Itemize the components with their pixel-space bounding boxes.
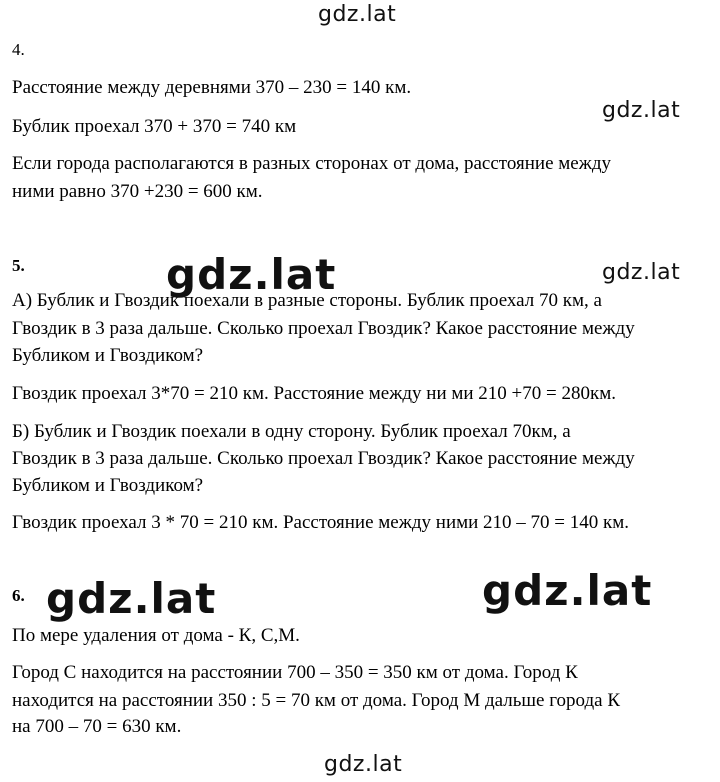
task-6-line-1: По мере удаления от дома - К, С,М.	[12, 625, 300, 646]
task-number-6: 6.	[12, 586, 25, 605]
task-number-5: 5.	[12, 256, 25, 275]
task-5-line-5: Б) Бублик и Гвоздик поехали в одну сторону. Бублик проехал 70км, а	[12, 421, 571, 442]
task-6-line-4: на 700 – 70 = 630 км.	[12, 716, 182, 737]
task-6-line-2: Город С находится на расстоянии 700 – 350 = 350 км от дома. Город К	[12, 662, 578, 683]
watermark-right-2: gdz.lat	[602, 260, 681, 285]
task-6-line-3: находится на расстоянии 350 : 5 = 70 км от дома. Город М дальше города К	[12, 690, 620, 711]
task-5-line-2: Гвоздик в 3 раза дальше. Сколько проехал Гвоздик? Какое расстояние между	[12, 318, 635, 339]
task-4-line-4: ними равно 370 +230 = 600 км.	[12, 181, 263, 202]
task-5-line-7: Бубликом и Гвоздиком?	[12, 475, 204, 496]
watermark-large-3: gdz.lat	[482, 566, 653, 615]
watermark-large-2: gdz.lat	[46, 574, 217, 623]
task-5-line-6: Гвоздик в 3 раза дальше. Сколько проехал Гвоздик? Какое расстояние между	[12, 448, 635, 469]
task-number-4: 4.	[12, 40, 25, 59]
task-5-line-3: Бубликом и Гвоздиком?	[12, 345, 204, 366]
task-5-line-4: Гвоздик проехал 3*70 = 210 км. Расстояние между ни ми 210 +70 = 280км.	[12, 383, 616, 404]
task-4-line-3: Если города располагаются в разных сторонах от дома, расстояние между	[12, 153, 612, 174]
watermark-bottom: gdz.lat	[324, 752, 403, 777]
watermark-large-1: gdz.lat	[166, 250, 337, 299]
task-5-line-1: А) Бублик и Гвоздик поехали в разные стороны. Бублик проехал 70 км, а	[12, 290, 602, 311]
watermark-right-1: gdz.lat	[602, 98, 681, 123]
watermark-top: gdz.lat	[318, 2, 397, 27]
task-5-line-8: Гвоздик проехал 3 * 70 = 210 км. Расстояние между ними 210 – 70 = 140 км.	[12, 512, 630, 533]
task-4-line-1: Расстояние между деревнями 370 – 230 = 140 км.	[12, 77, 412, 98]
task-4-line-2: Бублик проехал 370 + 370 = 740 км	[12, 116, 297, 137]
